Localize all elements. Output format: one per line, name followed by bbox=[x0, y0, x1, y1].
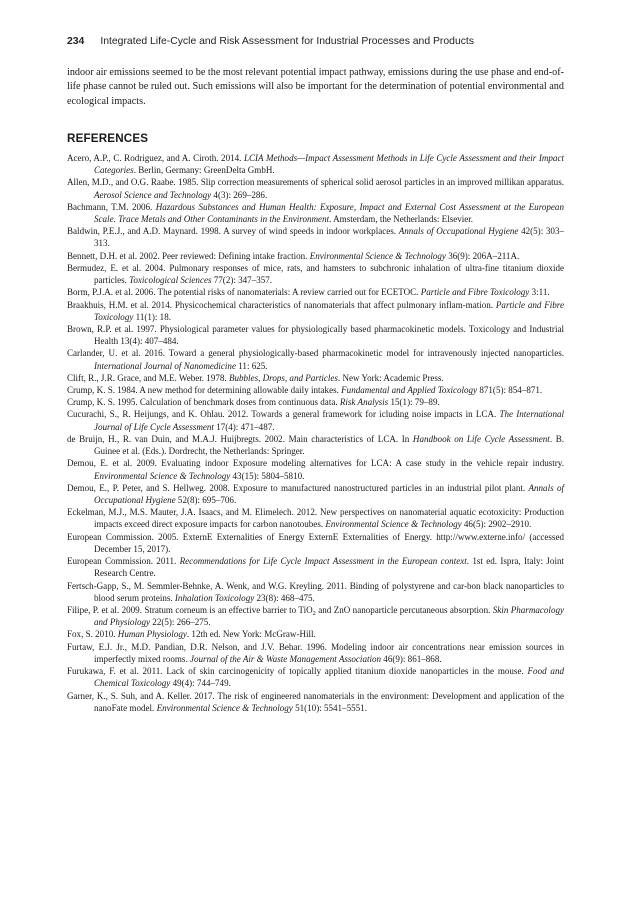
reference-italic-title: Annals of Occupational Hygiene bbox=[94, 482, 564, 506]
reference-italic-title: Environmental Science & Technology bbox=[94, 470, 231, 481]
reference-details: 871(5): 854–871. bbox=[477, 385, 543, 396]
running-title: Integrated Life-Cycle and Risk Assessment for Industrial Processes and Products bbox=[100, 36, 475, 47]
reference-authors-text: Carlander, U. et al. 2016. Toward a general physiologically-based pharmacokinetic model for intravenously injected nanoparticles. bbox=[67, 348, 564, 359]
reference-italic-title: Environmental Science & Technology bbox=[309, 250, 446, 261]
reference-italic-title: Inhalation Toxicology bbox=[174, 592, 255, 603]
reference-authors-text: Allen, M.D., and O.G. Raabe. 1985. Slip correction measurements of spherical solid aerosol particles in an improved millikan apparatus. bbox=[67, 177, 564, 188]
reference-item bbox=[67, 555, 564, 579]
reference-item bbox=[67, 580, 564, 604]
reference-details: 51(10): 5541–5551. bbox=[292, 702, 367, 713]
reference-authors-text: Clift, R., J.R. Grace, and M.E. Weber. 1978. bbox=[67, 372, 229, 383]
reference-item bbox=[67, 250, 564, 262]
reference-italic-title: Food and Chemical Toxicology bbox=[94, 666, 564, 689]
reference-authors-text: Filipe, P. et al. 2009. Stratum corneum is an effective barrier to TiO bbox=[67, 604, 313, 615]
reference-item bbox=[67, 433, 564, 457]
reference-authors-text: Brown, R.P. et al. 1997. Physiological parameter values for physiologically based pharmacokinetic models. Toxicology and Industrial Health 13(4): 407–484. bbox=[67, 323, 564, 347]
reference-item bbox=[67, 201, 564, 225]
reference-item bbox=[67, 506, 564, 530]
reference-authors-text: Garner, K., S. Suh, and A. Keller. 2017. The risk of engineered nanomaterials in the environment: Development and application of the nanoFate model. bbox=[67, 690, 564, 713]
reference-authors-text: Crump, K. S. 1984. A new method for determining allowable daily intakes. bbox=[67, 385, 342, 396]
reference-details: 49(4): 744–749. bbox=[170, 678, 231, 689]
reference-details: . Amsterdam, the Netherlands: Elsevier. bbox=[329, 213, 474, 224]
reference-italic-title: International Journal of Nanomedicine bbox=[94, 360, 236, 371]
reference-italic-title: Annals of Occupational Hygiene bbox=[398, 226, 519, 237]
reference-italic-title: Hazardous Substances and Human Health: Exposure, Impact and External Cost Assessment at the European Scale. Trace Metals and Other Contaminants in the Environment bbox=[94, 201, 564, 224]
reference-details: 46(5): 2902–2910. bbox=[461, 519, 532, 530]
reference-authors-text: Braakhuis, H.M. et al. 2014. Physicochemical characteristics of nanomaterials that affect pulmonary inflam-mation. bbox=[67, 299, 496, 310]
reference-item bbox=[67, 347, 564, 371]
reference-item bbox=[67, 604, 564, 628]
reference-details: 23(8): 468–475. bbox=[254, 592, 315, 603]
reference-authors-text: Furukawa, F. et al. 2011. Lack of skin carcinogenicity of topically applied titanium dioxide nanoparticles in the mouse. bbox=[67, 666, 528, 677]
reference-details: . 12th ed. New York: McGraw-Hill. bbox=[186, 629, 316, 640]
reference-italic-title: Aerosol Science and Technology bbox=[94, 189, 212, 200]
reference-item bbox=[67, 396, 564, 408]
reference-details: 17(4): 471–487. bbox=[213, 421, 275, 432]
reference-item bbox=[67, 641, 564, 665]
reference-item bbox=[67, 665, 564, 689]
reference-item bbox=[67, 323, 564, 347]
reference-details: 43(15): 5804–5810. bbox=[230, 470, 305, 481]
reference-italic-title: Toxicological Sciences bbox=[129, 275, 212, 286]
reference-item bbox=[67, 152, 564, 176]
reference-italic-title: Particle and Fibre Toxicology bbox=[94, 299, 565, 322]
reference-italic-title: Recommendations for Life Cycle Impact Assessment in the European context bbox=[179, 556, 467, 567]
reference-details: 77(2): 347–357. bbox=[211, 275, 273, 286]
reference-authors-text: European Commission. 2011. bbox=[67, 556, 180, 567]
reference-item bbox=[67, 457, 564, 481]
reference-item bbox=[67, 286, 564, 298]
reference-item bbox=[67, 408, 564, 432]
reference-authors-text: Bachmann, T.M. 2006. bbox=[67, 201, 156, 212]
reference-item bbox=[67, 176, 564, 200]
running-header bbox=[67, 36, 564, 47]
reference-item bbox=[67, 262, 564, 286]
reference-authors-text: Fertsch-Gapp, S., M. Semmler-Behnke, A. Wenk, and W.G. Kreyling. 2011. Binding of polystyrene and car-bon black nanoparticles to blood serum proteins. bbox=[67, 580, 564, 603]
intro-paragraph: indoor air emissions seemed to be the most relevant potential impact pathway, emissions during the use phase and end-of-life phase cannot be ruled out. Such emissions will also be important for the determination of potential environmental and ecological impacts. bbox=[67, 67, 564, 107]
reference-italic-title: Environmental Science & Technology bbox=[325, 519, 462, 530]
reference-italic-title: LCIA Methods—Impact Assessment Methods in Life Cycle Assessment and their Impact Categories bbox=[94, 152, 564, 176]
reference-item bbox=[67, 299, 564, 323]
book-page bbox=[67, 36, 564, 714]
reference-authors-text: European Commission. 2005. ExternE Externalities of Energy ExternE Externalities of Energy. http://www.externe.info/ (accessed December 15, 2017). bbox=[67, 531, 564, 554]
reference-item bbox=[67, 372, 564, 384]
reference-details: 36(9): 206A–211A. bbox=[445, 250, 520, 261]
reference-details: 15(1): 79–89. bbox=[388, 397, 440, 408]
reference-details: . New York: Academic Press. bbox=[337, 372, 444, 383]
reference-authors-text: Baldwin, P.E.J., and A.D. Maynard. 1998. A survey of wind speeds in indoor workplaces. bbox=[67, 226, 399, 237]
reference-item bbox=[67, 384, 564, 396]
reference-authors-text: Borm, P.J.A. et al. 2006. The potential risks of nanomaterials: A review carried out for ECETOC. bbox=[67, 287, 421, 298]
reference-italic-title: The International Journal of Life Cycle Assessment bbox=[94, 409, 565, 432]
reference-details: . Berlin, Germany: GreenDelta GmbH. bbox=[133, 165, 275, 176]
reference-authors-text: de Bruijn, H., R. van Duin, and M.A.J. Huijbregts. 2002. Main characteristics of LCA. In bbox=[67, 433, 413, 444]
reference-italic-title: Environmental Science & Technology bbox=[156, 702, 293, 713]
reference-authors-text: Cucurachi, S., R. Heijungs, and K. Ohlau. 2012. Towards a general framework for icluding noise impacts in LCA. bbox=[67, 409, 500, 420]
reference-details: 11(1): 18. bbox=[133, 311, 171, 322]
reference-details: 52(8): 695–706. bbox=[175, 495, 237, 506]
reference-item bbox=[67, 531, 564, 555]
reference-italic-title: Handbook on Life Cycle Assessment bbox=[412, 433, 550, 444]
reference-item bbox=[67, 690, 564, 714]
reference-authors-text: Furtaw, E.J. Jr., M.D. Pandian, D.R. Nelson, and J.V. Behar. 1996. Modeling indoor air concentrations near emission sources in imperfectly mixed rooms. bbox=[67, 641, 564, 664]
reference-details: 3:11. bbox=[529, 287, 550, 298]
reference-italic-title: Human Physiology bbox=[117, 629, 187, 640]
reference-authors-text: Eckelman, M.J., M.S. Mauter, J.A. Isaacs, and M. Elimelech. 2012. New perspectives on nanomaterial aquatic ecotoxicity: Production impacts exceed direct exposure impacts for carbon nanotoubes. bbox=[67, 507, 564, 530]
reference-italic-title: Skin Pharmacology and Physiology bbox=[94, 604, 565, 628]
reference-authors-text: Acero, A.P., C. Rodriguez, and A. Ciroth. 2014. bbox=[67, 152, 244, 163]
reference-item bbox=[67, 628, 564, 640]
reference-details: 46(9): 861–868. bbox=[381, 653, 442, 664]
reference-details: 11: 625. bbox=[235, 360, 268, 371]
reference-details: 22(5): 266–275. bbox=[150, 617, 211, 628]
reference-authors-text: Crump, K. S. 1995. Calculation of benchmark doses from continuous data. bbox=[67, 397, 340, 408]
reference-details: 42(5): 303–313. bbox=[94, 226, 565, 249]
reference-details: . B. Guinee et al. (Eds.). Dordrecht, the Netherlands: Springer. bbox=[94, 433, 564, 457]
reference-list bbox=[67, 152, 564, 714]
reference-authors-text: Fox, S. 2010. bbox=[67, 629, 118, 640]
reference-text: and ZnO nanoparticle percutaneous absorption. bbox=[315, 604, 493, 615]
references-heading: REFERENCES bbox=[67, 131, 149, 145]
reference-italic-title: Risk Analysis bbox=[339, 397, 389, 408]
reference-item bbox=[67, 225, 564, 249]
reference-authors-text: Bermudez, E. et al. 2004. Pulmonary responses of mice, rats, and hamsters to subchronic inhalation of ultra-fine titanium dioxide particles. bbox=[67, 262, 564, 286]
reference-authors-text: Bennett, D.H. et al. 2002. Peer reviewed: Defining intake fraction. bbox=[67, 250, 310, 261]
reference-item bbox=[67, 482, 564, 506]
reference-authors-text: Demou, E. et al. 2009. Evaluating indoor Exposure modeling alternatives for LCA: A case study in the vehicle repair industry. bbox=[67, 458, 564, 469]
page-number: 234 bbox=[67, 36, 85, 47]
reference-subscript: 2 bbox=[312, 609, 316, 617]
reference-italic-title: Particle and Fibre Toxicology bbox=[420, 287, 530, 298]
reference-details: . 1st ed. Ispra, Italy: Joint Research Centre. bbox=[94, 556, 564, 579]
reference-authors-text: Demou, E., P. Peter, and S. Hellweg. 2008. Exposure to manufactured nanostructured particles in an industrial pilot plant. bbox=[67, 482, 529, 493]
reference-italic-title: Bubbles, Drops, and Particles bbox=[228, 372, 338, 383]
reference-italic-title: Journal of the Air & Waste Management Association bbox=[189, 653, 382, 664]
reference-details: 4(3): 269–286. bbox=[211, 189, 268, 200]
reference-italic-title: Fundamental and Applied Toxicology bbox=[341, 385, 478, 396]
